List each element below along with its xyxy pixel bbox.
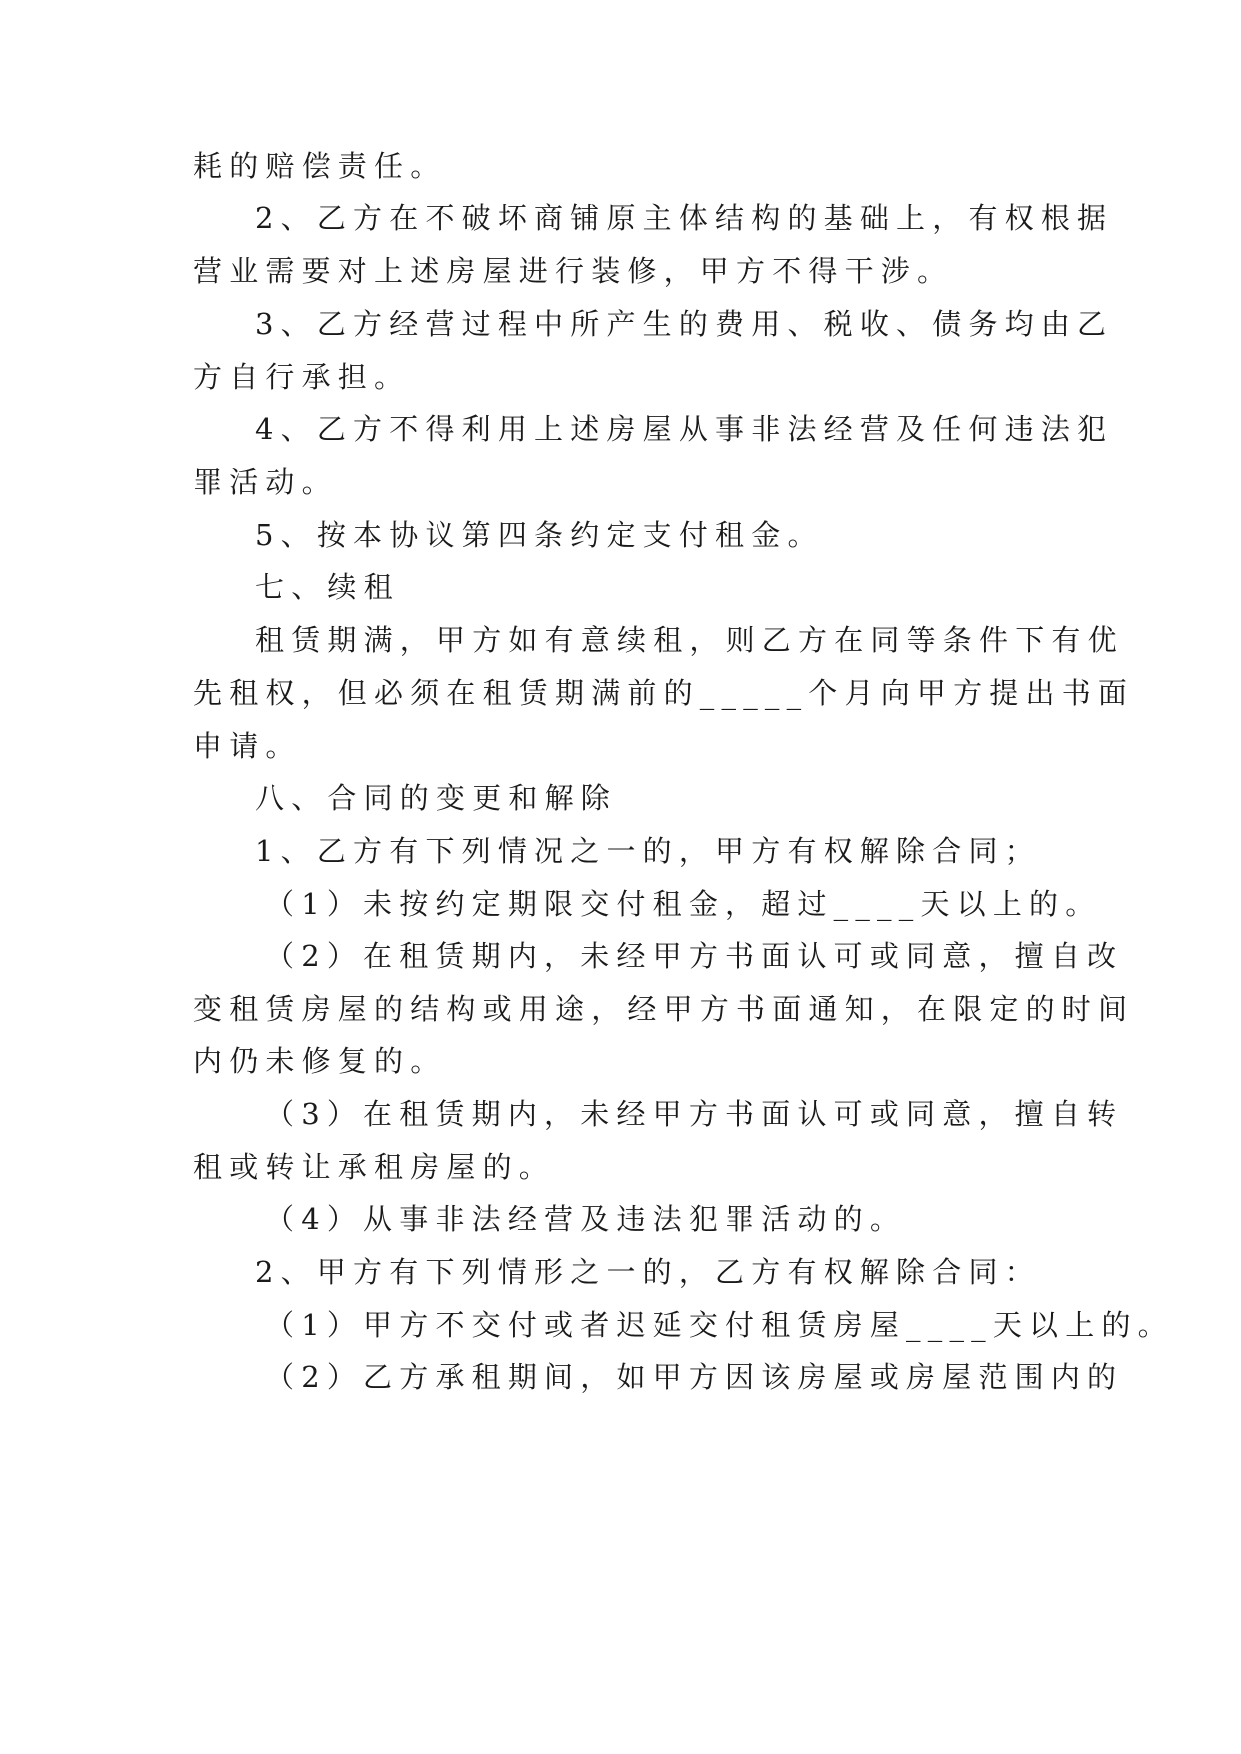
text-line: 耗的赔偿责任。 — [193, 149, 447, 183]
text-line: 5、按本协议第四条约定支付租金。 — [255, 518, 824, 552]
text-line: 2、乙方在不破坏商铺原主体结构的基础上，有权根据 — [255, 201, 1114, 235]
text-line: 营业需要对上述房屋进行装修，甲方不得干涉。 — [193, 254, 954, 288]
text-line: 变租赁房屋的结构或用途，经甲方书面通知，在限定的时间 — [193, 992, 1135, 1026]
text-line: 2、甲方有下列情形之一的，乙方有权解除合同： — [255, 1255, 1041, 1289]
section-heading: 八、合同的变更和解除 — [255, 781, 618, 815]
section-heading: 七、续租 — [255, 570, 400, 604]
text-line: （2）乙方承租期间，如甲方因该房屋或房屋范围内的 — [265, 1360, 1124, 1394]
text-line: 租赁期满，甲方如有意续租，则乙方在同等条件下有优 — [255, 623, 1124, 657]
text-line: 4、乙方不得利用上述房屋从事非法经营及任何违法犯 — [255, 412, 1114, 446]
text-line: 罪活动。 — [193, 465, 338, 499]
text-line: 先租权，但必须在租赁期满前的_____个月向甲方提出书面 — [193, 676, 1135, 710]
text-line: （4）从事非法经营及违法犯罪活动的。 — [265, 1202, 907, 1236]
text-line: 申请。 — [193, 729, 302, 763]
text-line: （2）在租赁期内，未经甲方书面认可或同意，擅自改 — [265, 939, 1124, 973]
text-line: 方自行承担。 — [193, 360, 411, 394]
text-line: （1）甲方不交付或者迟延交付租赁房屋____天以上的。 — [265, 1308, 1174, 1342]
text-line: 租或转让承租房屋的。 — [193, 1150, 556, 1184]
text-line: 3、乙方经营过程中所产生的费用、税收、债务均由乙 — [255, 307, 1114, 341]
text-line: （1）未按约定期限交付租金，超过____天以上的。 — [265, 887, 1102, 921]
text-line: （3）在租赁期内，未经甲方书面认可或同意，擅自转 — [265, 1097, 1124, 1131]
text-line: 1、乙方有下列情况之一的，甲方有权解除合同； — [255, 834, 1041, 868]
text-line: 内仍未修复的。 — [193, 1044, 447, 1078]
